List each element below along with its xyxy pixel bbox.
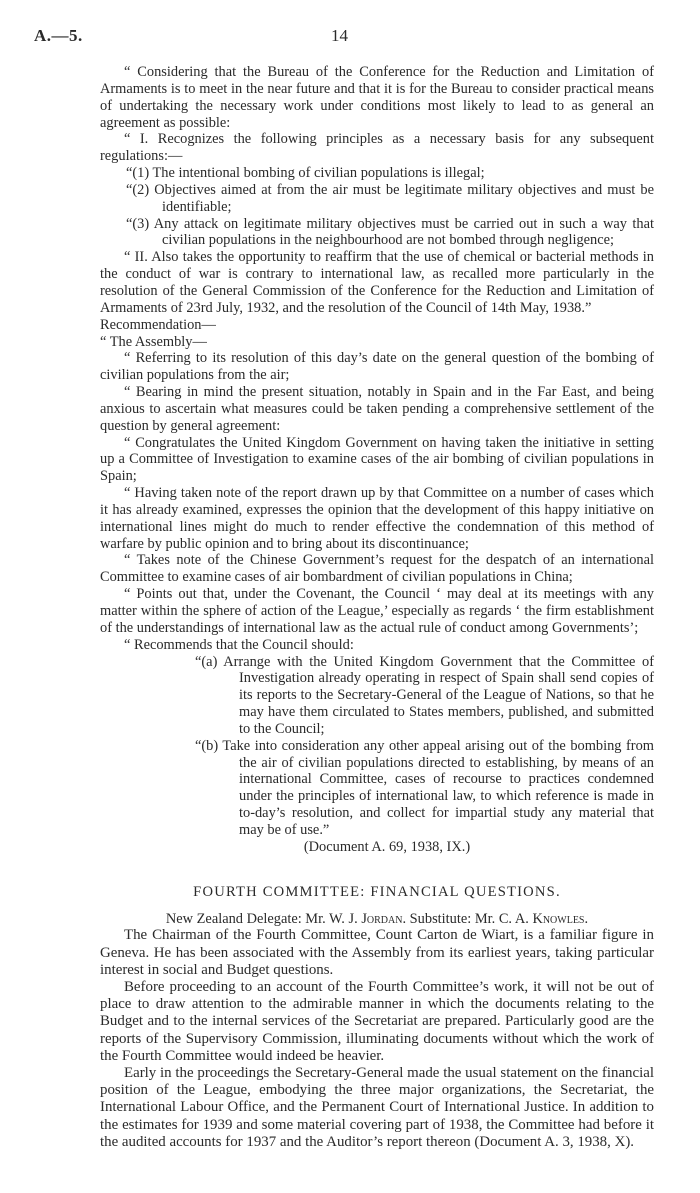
delegates-line xyxy=(100,911,654,928)
recommendation-paragraph: “ Points out that, under the Covenant, the Council ‘ may deal at its meetings with any matter within the sphere of action of the League,’ especially as regards ‘ the firm establishment of the understandings of international law as the actual rule of conduct among Governments’; xyxy=(100,586,654,636)
recommendation-item-b: “(b) Take into consideration any other appeal arising out of the bombing from the air of civilian populations directed to establishing, by means of an international Committee, cases of recourse to practices condemned under the principles of international law, to which reference is made in to-day’s resolution, and collect for impartial study any material that may be of use.” xyxy=(195,737,654,838)
committee-paragraph: The Chairman of the Fourth Committee, Count Carton de Wiart, is a familiar figure in Geneva. He has been associated with the Assembly from its earliest years, taking particular interest in social and Budget questions. xyxy=(100,927,654,978)
recommendation-paragraph: “ Congratulates the United Kingdom Government on having taken the initiative in setting up a Committee of Investigation to examine cases of the air bombing of civilian populations in Spain; xyxy=(100,434,654,485)
resolution-preamble: “ Considering that the Bureau of the Conference for the Reduction and Limitation of Armaments is to meet in the near future and that it is for the Bureau to consider practical means of undertaking the necessary work under conditions most likely to lead to as general an agreement as possible: xyxy=(100,64,654,131)
delegate-label: New Zealand Delegate: Mr. W. J. xyxy=(165,910,358,927)
principle-2: “(2) Objectives aimed at from the air must be legitimate military objectives and must be identifiable; xyxy=(126,181,654,215)
committee-paragraph: Early in the proceedings the Secretary-General made the usual statement on the financial position of the League, embodying the three major organizations, the Secretariat, the International Labour Office, and the Permanent Court of International Justice. In addition to the estimates for 1939 and some material covering part of 1938, the Committee had before it the audited accounts for 1937 and the Auditor’s report thereon (Document A. 3, 1938, X). xyxy=(100,1064,654,1150)
recommendation-paragraph: “ Takes note of the Chinese Government’s request for the despatch of an international Committee to examine cases of air bombardment of civilian populations in China; xyxy=(100,552,654,586)
principle-3: “(3) Any attack on legitimate military objectives must be carried out in such a way that civilian populations in the neighbourhood are not bombed through negligence; xyxy=(126,215,654,249)
recommendation-paragraph: “ Bearing in mind the present situation, notably in Spain and in the Far East, and being anxious to ascertain what measures could be taken pending a comprehensive settlement of the question by general agreement: xyxy=(100,384,654,434)
substitute-name: Knowles xyxy=(532,910,585,927)
document-citation: (Document A. 69, 1938, IX.) xyxy=(303,838,471,855)
section-spacer xyxy=(100,856,654,884)
document-reference: A.—5. xyxy=(34,26,83,45)
section-title: FOURTH COMMITTEE: FINANCIAL QUESTIONS. xyxy=(193,883,561,900)
resolution-part-1-intro: “ I. Recognizes the following principles as a necessary basis for any subsequent regulations:— xyxy=(100,131,654,165)
recommendation-paragraph: “ Recommends that the Council should: xyxy=(124,636,354,653)
delegate-name: Jordan xyxy=(361,910,403,927)
page-header xyxy=(0,26,700,50)
committee-paragraph: Before proceeding to an account of the Fourth Committee’s work, it will not be out of place to draw attention to the admirable manner in which the documents relating to the Budget and to the internal services of the Secretariat are prepared. Particularly good are the reports of the Supervisory Commission, illuminating documents without which the work of the Fourth Committee would indeed be heavier. xyxy=(100,978,654,1064)
substitute-label: . Substitute: Mr. C. A. xyxy=(402,910,529,927)
recommendation-paragraph: “ Referring to its resolution of this day’s date on the general question of the bombing of civilian populations from the air; xyxy=(100,350,654,384)
assembly-line: “ The Assembly— xyxy=(100,333,207,350)
principle-1: “(1) The intentional bombing of civilian populations is illegal; xyxy=(126,165,485,182)
page-body xyxy=(100,64,654,1151)
title-spacer xyxy=(100,901,654,911)
recommendation-heading: Recommendation— xyxy=(100,316,216,333)
substitute-end: . xyxy=(584,910,589,927)
recommendation-paragraph: “ Having taken note of the report drawn up by that Committee on a number of cases which it has already examined, expresses the opinion that the development of this happy initiative on international lines might do much to render effective the condemnation of this method of warfare by public opinion and to bring about its discontinuance; xyxy=(100,485,654,552)
resolution-part-2: “ II. Also takes the opportunity to reaffirm that the use of chemical or bacterial methods in the conduct of war is contrary to international law, as recalled more particularly in the resolution of the General Commission of the Conference for the Reduction and Limitation of Armaments of 23rd July, 1932, and the resolution of the Council of 14th May, 1938.” xyxy=(100,249,654,316)
recommendation-item-a: “(a) Arrange with the United Kingdom Government that the Committee of Investigation already operating in respect of Spain shall send copies of its reports to the Secretary-General of the League of Nations, so that he may have them circulated to States members, published, and submitted to the Council; xyxy=(195,653,654,737)
page-number: 14 xyxy=(331,26,348,45)
